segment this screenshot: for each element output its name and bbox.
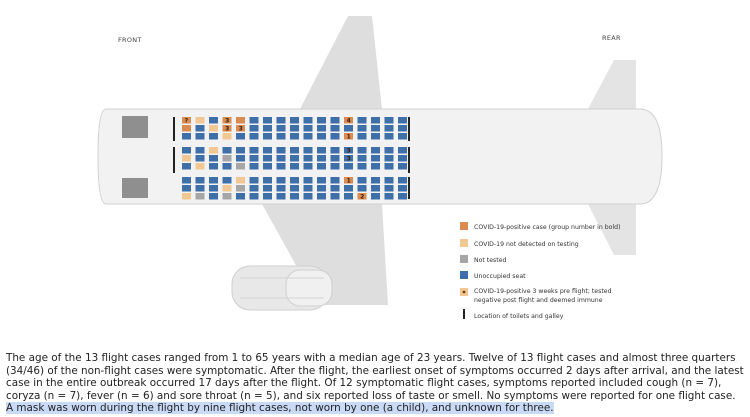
legend-pre-flight-line2: negative post flight and deemed immune [474, 297, 603, 304]
seat [371, 117, 380, 124]
legend-toilets: Location of toilets and galley [474, 313, 564, 320]
seat [250, 155, 259, 162]
seat [317, 133, 326, 140]
seat-group-number: 1 [346, 133, 351, 141]
seat [223, 185, 232, 192]
seat [385, 117, 394, 124]
seat [358, 163, 367, 170]
legend-pre-flight-dot-icon [463, 291, 466, 294]
seat [263, 193, 272, 200]
caption-paragraph [6, 352, 744, 415]
seat [385, 163, 394, 170]
seat-group-number: 3 [346, 147, 351, 155]
seat [182, 133, 191, 140]
seat [182, 147, 191, 154]
seat [385, 147, 394, 154]
seat [344, 125, 353, 132]
seat [317, 125, 326, 132]
seat [371, 155, 380, 162]
seat [209, 133, 218, 140]
front-label: FRONT [118, 36, 142, 44]
seat [304, 155, 313, 162]
seat [196, 155, 205, 162]
seat [250, 147, 259, 154]
seat [371, 193, 380, 200]
seat [182, 177, 191, 184]
seat [358, 147, 367, 154]
seat [371, 177, 380, 184]
seat [209, 193, 218, 200]
seat [277, 185, 286, 192]
seat [331, 147, 340, 154]
seat [317, 117, 326, 124]
seat [263, 155, 272, 162]
engine [232, 266, 332, 310]
seat [331, 163, 340, 170]
upper-stabilizer [588, 60, 636, 109]
legend-unoccupied: Unoccupied seat [474, 273, 526, 280]
seat [277, 147, 286, 154]
seat [209, 185, 218, 192]
seat [236, 133, 245, 140]
seat [263, 147, 272, 154]
seat [196, 133, 205, 140]
seat [398, 117, 407, 124]
seat [196, 163, 205, 170]
seat [331, 117, 340, 124]
seat [385, 177, 394, 184]
galley-top [122, 116, 148, 138]
seat [304, 193, 313, 200]
seat [385, 193, 394, 200]
seat [236, 177, 245, 184]
seat [263, 185, 272, 192]
seat [263, 117, 272, 124]
seat [196, 193, 205, 200]
seat [385, 155, 394, 162]
seat [331, 155, 340, 162]
seat [371, 125, 380, 132]
seat-group-number: 3 [346, 155, 351, 163]
seat [385, 185, 394, 192]
seat [358, 155, 367, 162]
seat [196, 117, 205, 124]
seat [290, 125, 299, 132]
seat [331, 125, 340, 132]
seat [358, 125, 367, 132]
seat [398, 163, 407, 170]
seat [263, 125, 272, 132]
seat [331, 193, 340, 200]
legend-not-detected: COVID-19 not detected on testing [474, 241, 579, 248]
seat [223, 147, 232, 154]
seat [290, 117, 299, 124]
legend-swatch-not-detected [460, 239, 468, 247]
seat [236, 155, 245, 162]
seat [196, 147, 205, 154]
seat [304, 185, 313, 192]
seat [371, 163, 380, 170]
seat [317, 177, 326, 184]
caption [6, 352, 744, 415]
seat [304, 177, 313, 184]
seat-group-number: 4 [346, 117, 351, 125]
seat [182, 125, 191, 132]
seat [290, 155, 299, 162]
seat [277, 125, 286, 132]
seat [277, 155, 286, 162]
legend-pre-flight-line1: COVID-19-positive 3 weeks pre flight; tested [474, 288, 612, 295]
seat [304, 117, 313, 124]
legend-swatch-toilets [463, 309, 465, 319]
seat [250, 133, 259, 140]
seat [358, 117, 367, 124]
upper-wing [300, 16, 382, 109]
caption-main-text: The age of the 13 flight cases ranged from 1 to 65 years with a median age of 23 years. Twelve of 13 flight cases and almost three quarters (34/46) of the non-flight cases were symptomatic. After the flight, the earliest onset of symptoms occurred 2 days after arrival, and the latest case in the entire outbreak occurred 17 days after the flight. Of 12 symptomatic flight cases, symptoms reported included cough (n = 7), coryza (n = 7), fever (n = 6) and sore throat (n = 5), and six reported loss of taste or smell. No symptoms were reported for one flight case. [6, 352, 744, 402]
seat [182, 185, 191, 192]
seat-group-number: 2 [360, 193, 365, 201]
seat [398, 193, 407, 200]
seat-group-number: 3 [225, 117, 230, 125]
seat [317, 193, 326, 200]
seat [209, 117, 218, 124]
seat [398, 155, 407, 162]
galley-divider-2 [173, 147, 175, 173]
seat [317, 155, 326, 162]
seat [223, 177, 232, 184]
legend-swatch-not-tested [460, 255, 468, 263]
seat [236, 117, 245, 124]
seat [398, 185, 407, 192]
seat [277, 117, 286, 124]
seat [250, 193, 259, 200]
legend-swatch-positive [460, 222, 468, 230]
seat [331, 177, 340, 184]
seat [344, 185, 353, 192]
rear-label: REAR [602, 34, 621, 42]
seat [398, 125, 407, 132]
seat [398, 133, 407, 140]
seat [277, 193, 286, 200]
seat [290, 133, 299, 140]
seat [196, 177, 205, 184]
seat [209, 163, 218, 170]
seat [223, 163, 232, 170]
seat [290, 177, 299, 184]
seat [317, 147, 326, 154]
seat [223, 133, 232, 140]
seat [317, 185, 326, 192]
seat [277, 133, 286, 140]
seat [250, 177, 259, 184]
galley-bottom [122, 178, 148, 198]
seat [236, 185, 245, 192]
seat [304, 163, 313, 170]
galley-divider-3 [408, 117, 410, 141]
seat [398, 177, 407, 184]
seat-grid [182, 117, 407, 201]
seat [304, 133, 313, 140]
seat [331, 133, 340, 140]
seat [344, 193, 353, 200]
seat [358, 133, 367, 140]
galley-divider-5 [408, 177, 410, 199]
seat [317, 163, 326, 170]
seat [304, 125, 313, 132]
seat [371, 133, 380, 140]
seat [209, 155, 218, 162]
seat [250, 185, 259, 192]
seat [277, 177, 286, 184]
seat [196, 185, 205, 192]
seat [385, 133, 394, 140]
legend [460, 222, 621, 320]
seat [223, 193, 232, 200]
seat [196, 125, 205, 132]
seat [236, 193, 245, 200]
seat [398, 147, 407, 154]
seat [236, 163, 245, 170]
seat [250, 125, 259, 132]
seat [358, 185, 367, 192]
seat [182, 163, 191, 170]
seat [358, 177, 367, 184]
seat-group-number: 1 [346, 177, 351, 185]
seat [385, 125, 394, 132]
seat-group-number: 3 [238, 125, 243, 133]
seat [290, 185, 299, 192]
seat [250, 163, 259, 170]
seat [236, 147, 245, 154]
seat [371, 147, 380, 154]
seat [209, 125, 218, 132]
galley-divider-1 [173, 117, 175, 141]
seat [182, 155, 191, 162]
seat [344, 163, 353, 170]
seat-group-number: 3 [225, 125, 230, 133]
caption-highlighted-text[interactable]: A mask was worn during the flight by nine flight cases, not worn by one (a child), and unknown for three. [6, 402, 554, 415]
seat [263, 163, 272, 170]
seat [250, 117, 259, 124]
seat [290, 193, 299, 200]
seat [209, 147, 218, 154]
seat [263, 177, 272, 184]
seat [331, 185, 340, 192]
seat [209, 177, 218, 184]
seat [290, 163, 299, 170]
seat [371, 185, 380, 192]
legend-swatch-unoccupied [460, 271, 468, 279]
seat-group-number: ? [184, 117, 189, 125]
seat [277, 163, 286, 170]
seat [182, 193, 191, 200]
seat [304, 147, 313, 154]
seat [290, 147, 299, 154]
legend-not-tested: Not tested [474, 257, 507, 264]
galley-divider-4 [408, 147, 410, 173]
seat [223, 155, 232, 162]
seat [263, 133, 272, 140]
legend-positive: COVID-19-positive case (group number in bold) [474, 224, 621, 231]
